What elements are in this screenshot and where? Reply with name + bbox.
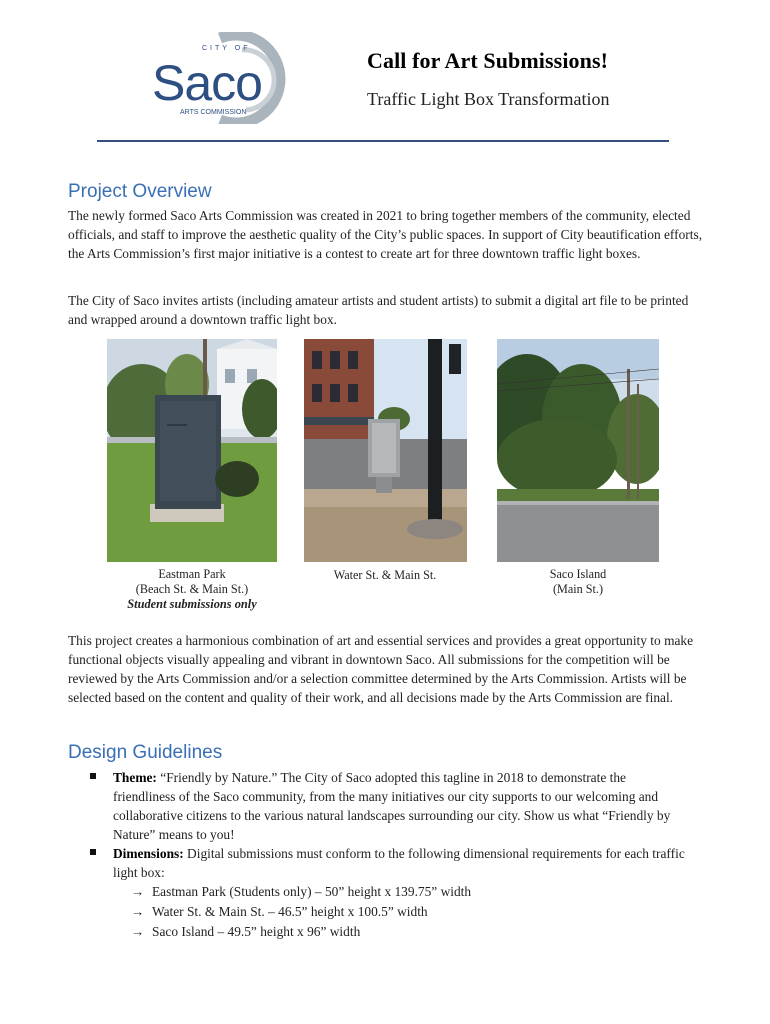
traffic-box-photo-eastman-park (107, 339, 277, 562)
photo-caption-eastman-park (100, 567, 284, 612)
overview-paragraph-2: The City of Saco invites artists (including amateur artists and student artists) to submit a digital art file to be printed and wrapped around a downtown traffic light box. (68, 293, 689, 327)
guideline-label: Theme: (113, 770, 157, 785)
photo-caption-water-main (300, 568, 470, 583)
caption-line: Water St. & Main St. (333, 568, 437, 582)
logo-bottom-text: ARTS COMMISSION (180, 109, 247, 116)
project-description-paragraph: This project creates a harmonious combination of art and essential services and provides a great opportunity to make functional objects visually appealing and vibrant in downtown Saco. All submissions for the competition will be reviewed by the Arts Commission and/or a selection committee determined by the Arts Commission. Artists will be selected based on the content and quality of their work, and all decisions made by the Arts Commission are final. (68, 633, 694, 705)
caption-note: Student submissions only (127, 597, 257, 611)
traffic-box-photo-water-main (304, 339, 467, 562)
dimension-text: Water St. & Main St. – 46.5” height x 100.5” width (152, 904, 428, 919)
dimension-text: Eastman Park (Students only) – 50” height x 139.75” width (152, 884, 472, 899)
guideline-text: Digital submissions must conform to the following dimensional requirements for each traffic light box: (113, 846, 685, 880)
page-title: Call for Art Submissions! (367, 48, 609, 73)
guideline-dimensions (90, 844, 690, 942)
caption-line: Eastman Park (158, 567, 226, 581)
dimension-item (131, 922, 690, 942)
caption-line: Saco Island (549, 567, 607, 581)
section-heading-project-overview: Project Overview (68, 181, 212, 202)
section-heading-design-guidelines: Design Guidelines (68, 742, 223, 763)
bullet-square-icon (90, 849, 96, 855)
bullet-square-icon (90, 773, 96, 779)
street-photo-saco-island (497, 339, 659, 562)
design-guidelines-list (90, 768, 690, 942)
guideline-text: “Friendly by Nature.” The City of Saco adopted this tagline in 2018 to demonstrate the friendliness of the Saco community, from the many initiatives our city supports to our welcoming and collaborative citizens to the various natural landscapes surrounding our city. Show us what “Friendly by Nature” means to you! (113, 770, 671, 842)
arrow-right-icon: → (131, 904, 145, 919)
header-divider (97, 140, 669, 142)
guideline-theme (90, 768, 690, 844)
arrow-right-icon: → (131, 924, 145, 939)
logo-top-text: CITY OF (202, 45, 251, 52)
overview-paragraph-1: The newly formed Saco Arts Commission was created in 2021 to bring together members of the community, elected officials, and staff to improve the aesthetic quality of the City’s public spaces. In support of City beautification efforts, the Arts Commission’s first major initiative is a contest to create art for three downtown traffic light boxes. (68, 208, 703, 261)
caption-line: (Main St.) (552, 582, 604, 596)
photo-caption-saco-island (497, 567, 659, 597)
dimension-text: Saco Island – 49.5” height x 96” width (152, 924, 361, 939)
caption-line: (Beach St. & Main St.) (135, 582, 249, 596)
guideline-label: Dimensions: (113, 846, 184, 861)
saco-arts-commission-logo (150, 32, 310, 124)
dimensions-list (113, 882, 690, 942)
dimension-item (131, 882, 690, 902)
logo-main-text: Saco (152, 55, 262, 111)
page-subtitle: Traffic Light Box Transformation (367, 89, 610, 109)
arrow-right-icon: → (131, 884, 145, 899)
dimension-item (131, 902, 690, 922)
